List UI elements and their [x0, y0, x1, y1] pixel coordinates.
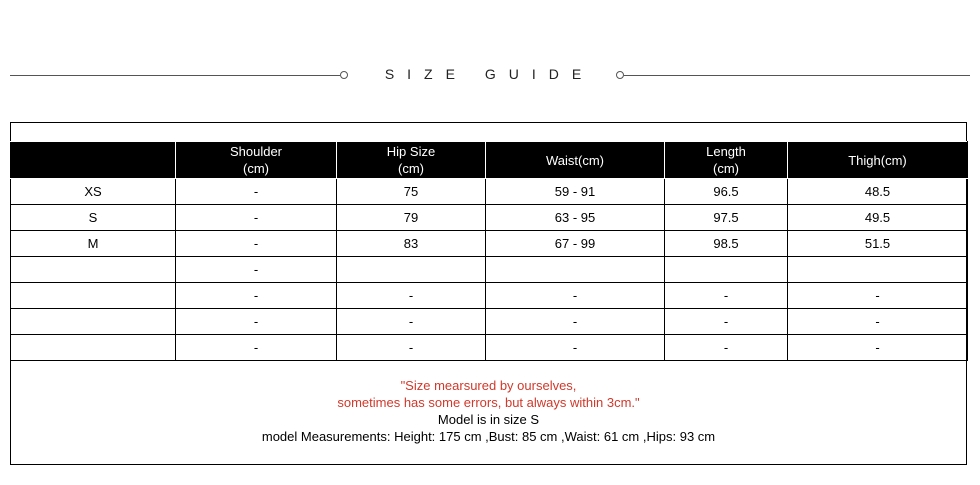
column-header-line2: (cm): [713, 161, 739, 176]
size-label-cell: M: [11, 231, 176, 257]
size-label-cell: [11, 335, 176, 361]
table-cell: 75: [337, 179, 486, 205]
size-guide-header: [0, 60, 980, 90]
page-title: SIZE GUIDE: [384, 66, 595, 82]
table-cell: 59 - 91: [486, 179, 665, 205]
table-cell: -: [176, 257, 337, 283]
table-cell: -: [788, 335, 968, 361]
table-cell: -: [486, 283, 665, 309]
table-cell: -: [337, 309, 486, 335]
table-cell: -: [665, 309, 788, 335]
table-cell: -: [176, 179, 337, 205]
header-dot-right: [616, 71, 624, 79]
table-cell: -: [176, 205, 337, 231]
column-header-line1: Length: [706, 144, 746, 159]
table-row: [11, 283, 968, 309]
size-label-cell: [11, 283, 176, 309]
column-header-line2: (cm): [243, 161, 269, 176]
table-cell: 97.5: [665, 205, 788, 231]
column-header: [665, 142, 788, 179]
size-label-cell: [11, 257, 176, 283]
table-row: [11, 335, 968, 361]
table-cell: 83: [337, 231, 486, 257]
table-cell: -: [665, 335, 788, 361]
table-cell: 48.5: [788, 179, 968, 205]
header-rule-left: [10, 75, 340, 76]
table-cell: -: [176, 231, 337, 257]
model-measurements: model Measurements: Height: 175 cm ,Bust: 85 cm ,Waist: 61 cm ,Hips: 93 cm: [261, 429, 716, 444]
table-cell: 79: [337, 205, 486, 231]
header-rule-right: [624, 75, 970, 76]
table-cell: [788, 257, 968, 283]
table-cell: -: [176, 309, 337, 335]
table-cell: -: [486, 309, 665, 335]
column-header: [337, 142, 486, 179]
column-header-line1: Thigh(cm): [848, 152, 907, 168]
table-cell: -: [788, 309, 968, 335]
table-cell: 98.5: [665, 231, 788, 257]
table-cell: [665, 257, 788, 283]
table-cell: [337, 257, 486, 283]
table-cell: [486, 257, 665, 283]
table-row: [11, 179, 968, 205]
table-row: [11, 231, 968, 257]
table-cell: -: [665, 283, 788, 309]
size-label-cell: XS: [11, 179, 176, 205]
table-header-row: [11, 142, 968, 179]
column-header: [788, 142, 968, 179]
size-label-cell: [11, 309, 176, 335]
size-guide-box: [10, 122, 967, 465]
model-size: Model is in size S: [437, 412, 540, 427]
disclaimer-line-2: sometimes has some errors, but always within 3cm.": [337, 395, 640, 410]
table-cell: 96.5: [665, 179, 788, 205]
table-row: [11, 309, 968, 335]
size-label-cell: S: [11, 205, 176, 231]
table-row: [11, 257, 968, 283]
column-header: [486, 142, 665, 179]
table-cell: 49.5: [788, 205, 968, 231]
disclaimer-line-1: "Size mearsured by ourselves,: [400, 378, 577, 393]
table-cell: -: [337, 335, 486, 361]
size-notes: [11, 377, 966, 445]
table-cell: -: [486, 335, 665, 361]
column-header-line1: Waist(cm): [545, 152, 604, 168]
size-table: [10, 141, 968, 361]
table-cell: -: [788, 283, 968, 309]
header-dot-left: [340, 71, 348, 79]
column-header-line1: Shoulder: [229, 144, 283, 159]
column-header-line1: Hip Size: [386, 144, 436, 159]
table-cell: 51.5: [788, 231, 968, 257]
table-cell: -: [176, 335, 337, 361]
table-cell: -: [176, 283, 337, 309]
table-body: [11, 179, 968, 361]
column-header: [176, 142, 337, 179]
column-header-line2: (cm): [398, 161, 424, 176]
table-cell: 63 - 95: [486, 205, 665, 231]
table-cell: 67 - 99: [486, 231, 665, 257]
table-cell: -: [337, 283, 486, 309]
table-row: [11, 205, 968, 231]
column-header: [11, 142, 176, 179]
